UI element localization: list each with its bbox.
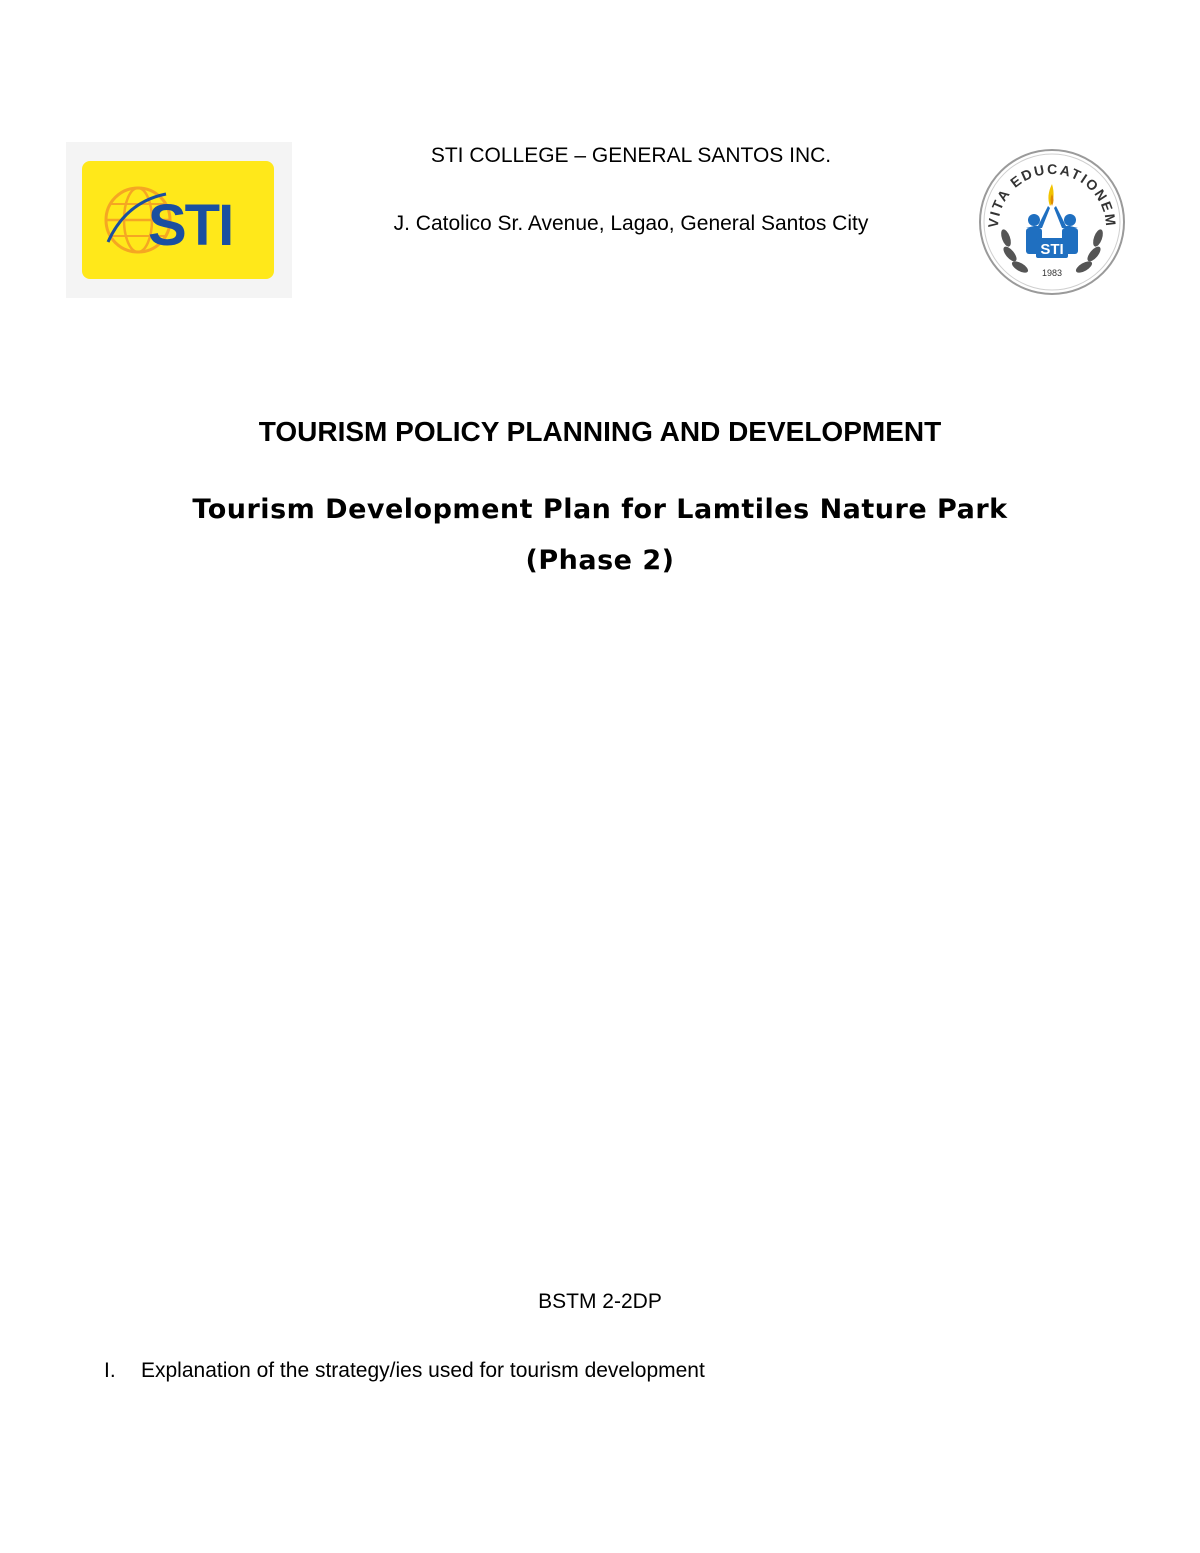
section-code: BSTM 2-2DP bbox=[538, 1290, 662, 1313]
sti-logo-left bbox=[66, 142, 292, 298]
college-address: J. Catolico Sr. Avenue, Lagao, General Santos City bbox=[393, 212, 869, 235]
college-name: STI COLLEGE – GENERAL SANTOS INC. bbox=[430, 144, 832, 167]
sti-seal-logo bbox=[976, 146, 1128, 298]
section-heading bbox=[104, 1359, 705, 1383]
seal-sti-text: STI bbox=[1040, 241, 1064, 258]
seal-year: 1983 bbox=[1041, 268, 1063, 278]
sti-logo-graphic bbox=[66, 142, 292, 298]
plan-title: Tourism Development Plan for Lamtiles Nature Park bbox=[192, 494, 1008, 525]
heading-number: I. bbox=[104, 1359, 116, 1382]
plan-phase: (Phase 2) bbox=[525, 545, 675, 576]
heading-text: Explanation of the strategy/ies used for tourism development bbox=[141, 1359, 705, 1382]
seal-arc-text: VITA EDUCATIONEM bbox=[984, 160, 1120, 229]
course-title: TOURISM POLICY PLANNING AND DEVELOPMENT bbox=[258, 416, 942, 447]
sti-logo-text: STI bbox=[148, 193, 233, 258]
